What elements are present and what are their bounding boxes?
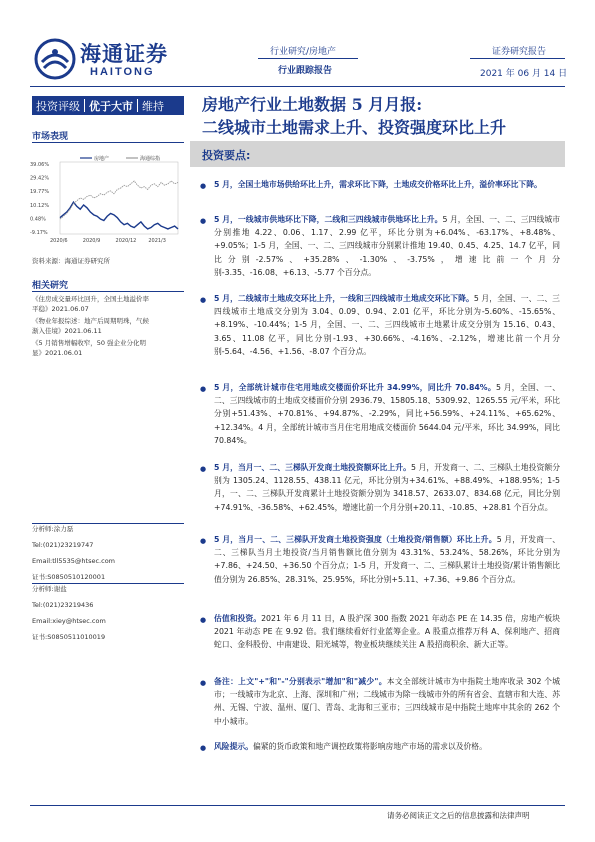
investment-rating <box>32 96 184 115</box>
bullet-icon: ● <box>200 744 207 752</box>
y-tick-label: -9.17% <box>30 230 48 236</box>
chart-plot-area <box>60 162 178 234</box>
report-title-line2: 二线城市土地需求上升、投资强度环比上升 <box>202 118 507 137</box>
bullet-icon: ● <box>200 616 207 624</box>
analyst-name: 分析师:谢盐 <box>32 585 67 593</box>
y-tick-label: 29.42% <box>30 175 50 182</box>
key-point-7: 估值和投资。2021 年 6 月 11 日，A 股沪深 300 指数 2021 年动态 PE 在 14.35 倍，房地产板块 2021 年动态 PE 在 9.92 倍。我们继续看好行业蓝筹企业。A 股重点推荐万科 A、保利地产、招商蛇口、金科股份、中南建设、阳光城等，物业板块继续关注 A 股招商积余、新大正等。 <box>214 614 561 650</box>
bullet-icon: ● <box>200 296 207 304</box>
key-point-1: 5 月，全国土地市场供给环比上升，需求环比下降，土地成交价格环比上升，溢价率环比下降。 <box>214 180 542 189</box>
rating-label: 投资评级 <box>36 99 80 113</box>
report-header <box>0 0 595 90</box>
analyst-cert: 证书:S0850510120001 <box>32 573 106 581</box>
key-point-2: 5 月，一线城市供地环比下降，二线和三四线城市供地环比上升。5 月，全国、一、二、三四线城市分别推地 4.22、0.06、1.17、2.99 亿平，环比分别为+6.04%、-63.17%、+8.48%、+9.05%；1-5 月，全国、一、二、三四线城市分别累计推地 19.40、0.45、4.25、14.7 亿平，同比分别-2.57%、+35.28%、-1.30%、-3.75%，增速比前一个月分别-3.35、-16.08、+6.13、-5.77 个百分点。 <box>214 215 560 277</box>
bullet-icon: ● <box>200 385 207 393</box>
bullet-icon: ● <box>200 679 207 687</box>
key-point-8: 备注：上文"+"和"-"分别表示"增加"和"减少"。本文全部统计城市为中指院土地库收录 302 个城市；一线城市为北京、上海、深圳和广州；二线城市为除一线城市外的所有省会、直辖市和大连、苏州、无锡、宁波、温州、厦门、青岛、北海和三亚市；三四线城市是中指院土地库中其余的 262 个中小城市。 <box>214 677 560 726</box>
x-tick-label: 2021/3 <box>148 238 166 244</box>
y-tick-label: 39.06% <box>30 162 50 168</box>
key-point-6: 5 月，当月一、二、三梯队开发商土地投资强度（土地投资/销售额）环比上升。5 月，开发商一、二、三梯队当月土地投资/当月销售额比值分别为 43.31%、53.24%、58.26%，环比分别为+7.86、+24.50、+36.50 个百分点；1-5 月，开发商一、二、三梯队累计土地投资/累计销售额比值分别为 26.85%、28.31%、25.95%，环比分别+5.11、+7.36、+9.86 个百分点。 <box>214 535 560 584</box>
footer-rule <box>30 805 565 806</box>
legend-label: 海通综指 <box>140 156 161 162</box>
legend-label: 房地产 <box>94 156 110 162</box>
sidebar-rule <box>32 291 184 292</box>
disclaimer-footer: 请务必阅读正文之后的信息披露和法律声明 <box>387 811 530 820</box>
related-item[interactable]: 《5 月销售增幅收窄，50 强企业分化明 显》2021.06.01 <box>32 339 147 357</box>
header-divider <box>470 58 565 59</box>
analyst-2 <box>32 581 184 645</box>
key-points-label: 投资要点: <box>202 149 251 162</box>
y-tick-label: 0.48% <box>30 216 46 223</box>
market-performance-chart <box>28 152 188 248</box>
analyst-email[interactable]: Email:xiey@htsec.com <box>32 617 106 625</box>
analyst-email[interactable]: Email:tll5535@htsec.com <box>32 557 116 565</box>
x-tick-label: 2020/12 <box>115 238 137 244</box>
bullet-icon: ● <box>200 217 207 225</box>
key-point-4: 5 月，全部统计城市住宅用地成交楼面价环比升 34.99%，同比升 70.84%。5 月，全国、一、二、三四线城市的土地成交楼面价分别 2936.79、15805.18、5309.92、1265.55 元/平米，环比分别+51.43%、+70.81%、+94.87%、-2.29%，同比+56.59%、+24.11%、+65.62%、+12.34%。4 月，全部统计城市当月住宅用地成交楼面价 5644.04 元/平米，环比 34.99%，同比 70.84%。 <box>214 383 560 445</box>
logo-wordmark-en: HAITONG <box>90 66 155 78</box>
chart-source: 资料来源：海通证券研究所 <box>32 257 110 265</box>
bullet-icon: ● <box>200 537 207 545</box>
report-type: 行业跟踪报告 <box>278 66 333 76</box>
rating-status: 维持 <box>142 99 164 113</box>
analyst-cert: 证书:S0850511010019 <box>32 633 106 641</box>
analyst-name: 分析师:涂力磊 <box>32 525 74 533</box>
market-performance-title: 市场表现 <box>32 132 69 142</box>
key-point-5: 5 月，当月一、二、三梯队开发商土地投资额环比上升。5 月，开发商一、二、三梯队土地投资额分别为 1305.24、1128.55、438.11 亿元，环比分别为+34.61%、+88.49%、+188.95%；1-5 月，一、二、三梯队开发商累计土地投资额分别为 3418.57、2633.07、834.68 亿元，同比分别+74.91%、-36.58%、+62.45%，增速比前一个月分别+20.11、-10.85、+28.81 个百分点。 <box>214 463 561 512</box>
x-tick-label: 2020/9 <box>82 238 101 244</box>
bullet-icon: ● <box>200 182 207 190</box>
sidebar-rule <box>32 142 184 143</box>
industry-category: 行业研究/房地产 <box>270 47 337 57</box>
key-point-9: 风险提示。偏紧的货币政策和地产调控政策将影响房地产市场的需求以及价格。 <box>214 742 487 751</box>
rating-value: 优于大市 <box>89 99 133 113</box>
header-rule <box>30 86 565 87</box>
key-point-3: 5 月，二线城市土地成交环比上升，一线和三四线城市土地成交环比下降。5 月，全国、一、二、三四线城市土地成交分别为 3.04、0.09、0.94、2.01 亿平，环比分别为-5.60%、-15.65%、+8.19%、-10.44%；1-5 月，全国、一、二、三四线城市土地累计成交分别为 15.16、0.43、3.65、11.08 亿平，同比分别-1.93、+30.66%、-4.16%、-2.12%，增速比前一个月分别-5.64、-4.56、+1.56、-8.07 个百分点。 <box>214 294 560 356</box>
analyst-1 <box>32 521 184 585</box>
logo-wordmark-cn: 海通证券 <box>80 41 168 66</box>
header-divider <box>258 58 358 59</box>
report-title-line1: 房地产行业土地数据 5 月月报: <box>202 95 423 114</box>
y-tick-label: 10.12% <box>30 202 50 209</box>
haitong-logo-icon <box>34 38 76 80</box>
key-points-bar <box>190 141 565 167</box>
related-item[interactable]: 《物业年报综述：地产后周期明珠，气候 渐入佳境》2021.06.11 <box>32 317 149 335</box>
x-tick-label: 2020/6 <box>50 238 68 244</box>
analyst-tel: Tel:(021)23219436 <box>32 601 94 609</box>
report-date: 2021 年 06 月 14 日 <box>480 69 568 79</box>
y-tick-label: 19.77% <box>30 189 50 196</box>
bullet-icon: ● <box>200 465 207 473</box>
report-label: 证券研究报告 <box>492 47 547 57</box>
related-item[interactable]: 《住房成交量环比回升，全国土地溢价率 平稳》2021.06.07 <box>32 295 149 313</box>
analyst-tel: Tel:(021)23219747 <box>32 541 94 549</box>
related-research-title: 相关研究 <box>32 281 69 291</box>
